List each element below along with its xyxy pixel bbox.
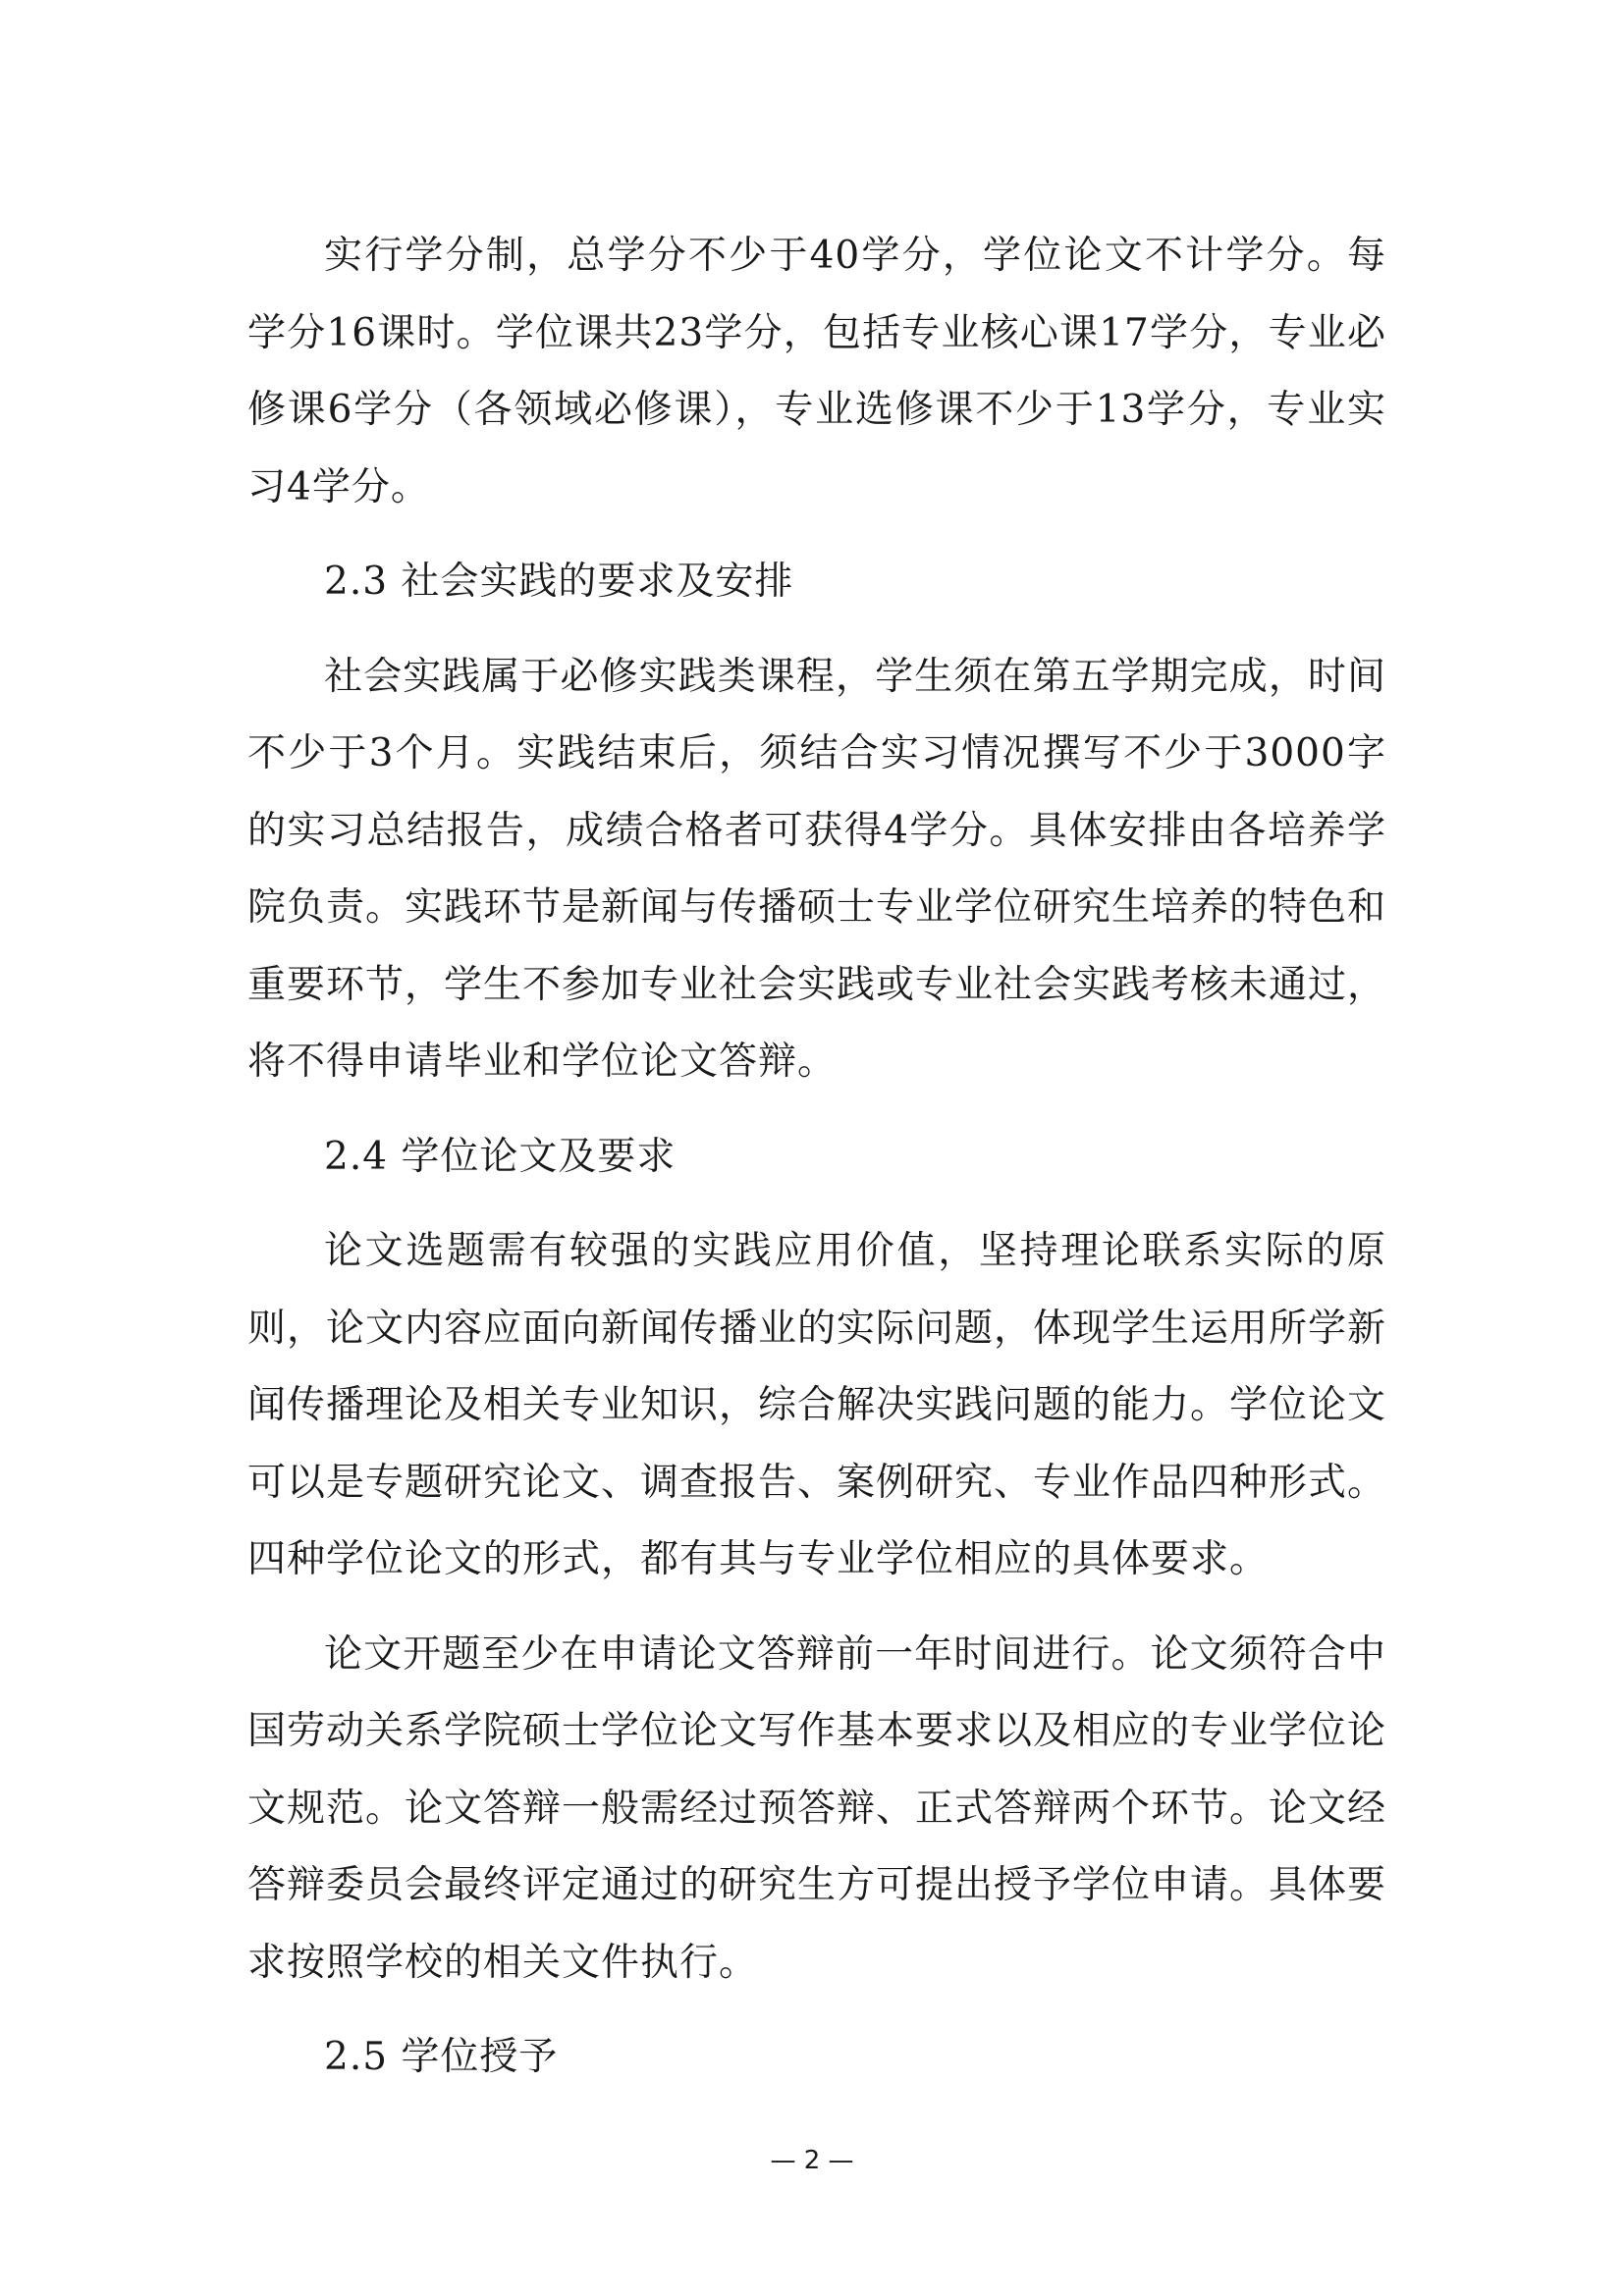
paragraph-credits: 实行学分制，总学分不少于40学分，学位论文不计学分。每学分16课时。学位课共23学分，包括专业核心课17学分，专业必修课6学分（各领域必修课），专业选修课不少于13学分，专业实习4学分。 bbox=[247, 234, 1386, 509]
section-heading-2-4: 2.4 学位论文及要求 bbox=[324, 1134, 677, 1179]
section-heading-2-5: 2.5 学位授予 bbox=[324, 2035, 559, 2079]
paragraph-thesis-topic: 论文选题需有较强的实践应用价值，坚持理论联系实际的原则，论文内容应面向新闻传播业的实际问题，体现学生运用所学新闻传播理论及相关专业知识，综合解决实践问题的能力。学位论文可以是专题研究论文、调查报告、案例研究、专业作品四种形式。四种学位论文的形式，都有其与专业学位相应的具体要求。 bbox=[247, 1229, 1387, 1581]
paragraph-social-practice: 社会实践属于必修实践类课程，学生须在第五学期完成，时间不少于3个月。实践结束后，须结合实习情况撰写不少于3000字的实习总结报告，成绩合格者可获得4学分。具体安排由各培养学院负责。实践环节是新闻与传播硕士专业学位研究生培养的特色和重要环节，学生不参加专业社会实践或专业社会实践考核未通过，将不得申请毕业和学位论文答辩。 bbox=[247, 654, 1387, 1084]
section-heading-2-3: 2.3 社会实践的要求及安排 bbox=[324, 560, 794, 604]
paragraph-thesis-defense: 论文开题至少在申请论文答辩前一年时间进行。论文须符合中国劳动关系学院硕士学位论文写作基本要求以及相应的专业学位论文规范。论文答辩一般需经过预答辩、正式答辩两个环节。论文经答辩委员会最终评定通过的研究生方可提出授予学位申请。具体要求按照学校的相关文件执行。 bbox=[247, 1631, 1387, 1985]
document-page bbox=[247, 218, 1386, 2097]
page-number: — 2 — bbox=[770, 2146, 854, 2175]
